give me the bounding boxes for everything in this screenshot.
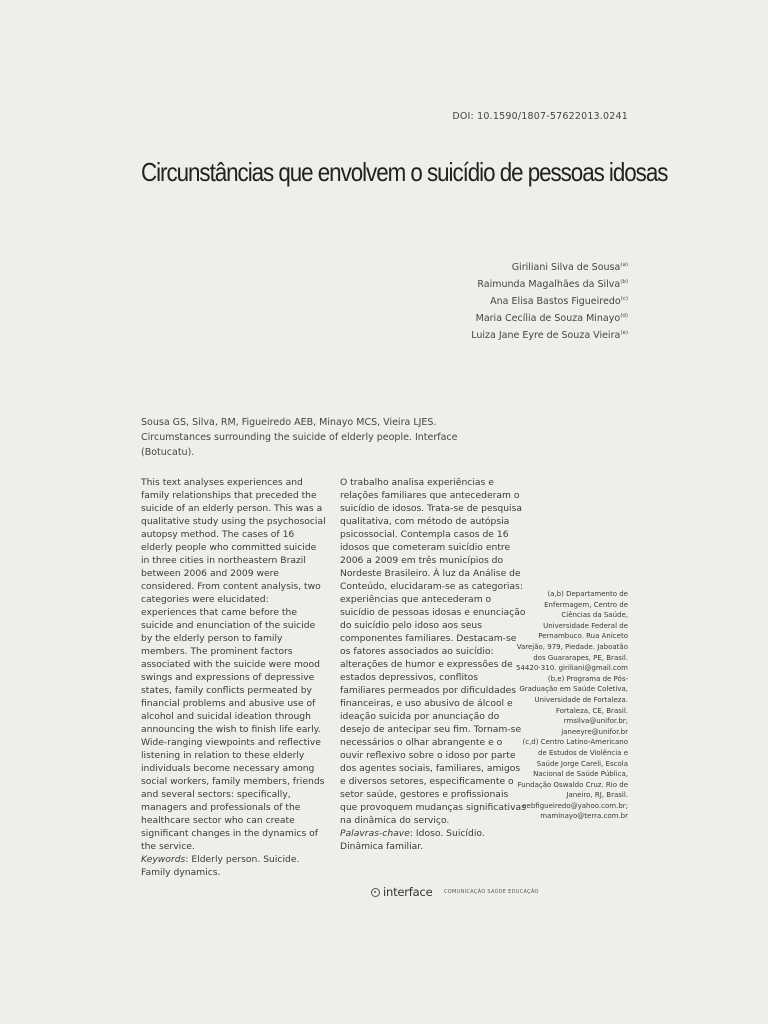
journal-brand: interface [383,885,433,899]
interface-logo-icon [371,888,380,897]
doi-label: DOI: 10.1590/1807-57622013.0241 [452,111,628,122]
citation: Sousa GS, Silva, RM, Figueiredo AEB, Minayo MCS, Vieira LJES. Circumstances surrounding the suicide of elderly people. Interface (Botucatu). [141,417,458,458]
author-item [268,275,628,292]
journal-footer [371,885,541,901]
author-affiliation-mark: (c) [620,296,628,302]
author-name: Raimunda Magalhães da Silva [477,279,621,290]
abstract-portuguese-text: O trabalho analisa experiências e relações familiares que antecederam o suicídio de idosos. Trata-se de pesquisa qualitativa, com método de autópsia psicossocial. Contempla casos de 16 idosos que cometeram suicídio entre 2006 a 2009 em três municípios do Nordeste Brasileiro. À luz da Análise de Conteúdo, elucidaram-se as categorias: experiências que antecederam o suicídio de pessoas idosas e enunciação do suicídio pelo idoso aos seus componentes familiares. Destacam-se os fatores associados ao suicídio: alterações de humor e expressões de estados depressivos, conflitos familiares permeados por dificuldades financeiras, e uso abusivo de álcool e ideação suicida por anunciação do desejo de antecipar seu fim. Tornam-se necessários o olhar abrangente e o ouvir reflexivo sobre o idoso por parte dos agentes sociais, familiares, amigos e diversos setores, especificamente o setor saúde, gestores e profissionais que provoquem mudanças significativas na dinâmica do serviço. [340,477,526,826]
keywords-english [141,853,327,879]
author-name: Giriliani Silva de Sousa [511,262,621,273]
author-name: Ana Elisa Bastos Figueiredo [490,296,621,307]
author-item [268,258,628,275]
keywords-english-values: : Elderly person. Suicide. Family dynamics. [141,854,300,878]
author-name: Maria Cecília de Souza Minayo [475,313,621,324]
author-affiliation-mark: (e) [620,330,628,336]
affiliation-note: (c,d) Centro Latino-Americano de Estudos de Violência e Saúde Jorge Careli, Escola Nacional de Saúde Pública, Fundação Oswaldo Cruz. Rio de Janeiro, RJ, Brasil. aebfigueiredo@yahoo.com.br; maminayo@terra.com.br [517,738,628,821]
affiliation-note: (b,e) Programa de Pós-Graduação em Saúde Coletiva, Universidade de Fortaleza. Fortaleza, CE, Brasil. rmsilva@unifor.br; janeeyre@unifor.br [519,674,628,736]
author-affiliation-mark: (a) [620,262,628,268]
author-list [268,258,628,343]
keywords-portuguese-label: Palavras-chave [340,828,410,839]
abstract-english [141,476,327,879]
keywords-portuguese-values: : Idoso. Suicídio. Dinâmica familiar. [340,828,485,852]
author-item [268,309,628,326]
author-item [268,326,628,343]
affiliation-note: (a,b) Departamento de Enfermagem, Centro de Ciências da Saúde, Universidade Federal de Pernambuco. Rua Aniceto Varejão, 979, Piedade. Jaboatão dos Guararapes, PE, Brasil. 54420-310. giriliani@gmail.com [516,590,628,673]
keywords-english-label: Keywords [141,854,186,865]
author-affiliation-mark: (d) [620,313,628,319]
article-title: Circunstâncias que envolvem o suicídio de pessoas idosas [141,157,668,187]
journal-tagline: COMUNICAÇÃO SAÚDE EDUCAÇÃO [444,889,539,895]
author-name: Luiza Jane Eyre de Souza Vieira [471,330,621,341]
affiliations-sidenote [514,589,628,822]
keywords-portuguese [340,827,526,853]
author-item [268,292,628,309]
author-affiliation-mark: (b) [620,279,628,285]
abstract-english-text: This text analyses experiences and family relationships that preceded the suicide of an elderly person. This was a qualitative study using the psychosocial autopsy method. The cases of 16 elderly people who committed suicide in three cities in northeastern Brazil between 2006 and 2009 were considered. From content analysis, two categories were elucidated: experiences that came before the suicide and enunciation of the suicide by the elderly person to family members. The prominent factors associated with the suicide were mood swings and expressions of depressive states, family conflicts permeated by financial problems and abusive use of alcohol and suicidal ideation through announcing the wish to finish life early. Wide-ranging viewpoints and reflective listening in relation to these elderly individuals become necessary among social workers, family members, friends and several sectors: specifically, managers and professionals of the healthcare sector who can create significant changes in the dynamics of the service. [141,477,326,852]
abstract-portuguese [340,476,526,853]
